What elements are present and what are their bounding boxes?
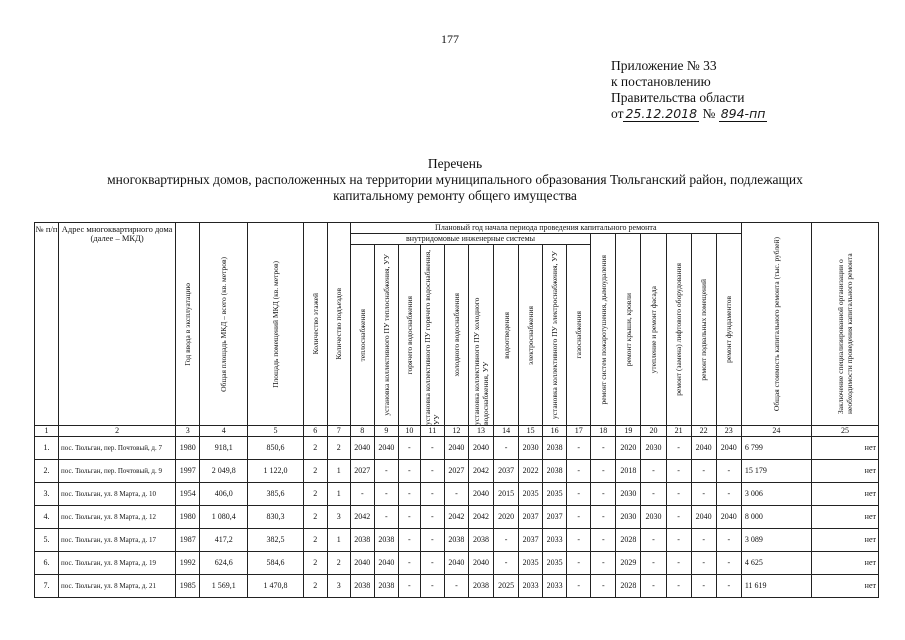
table-cell: 2040 — [716, 506, 741, 529]
column-number-row — [35, 426, 879, 437]
table-cell: 2038 — [374, 529, 398, 552]
table-cell: 1997 — [176, 460, 200, 483]
column-number: 12 — [444, 426, 468, 437]
header-premises-area: Площадь помещений МКД (кв. метров) — [248, 223, 303, 426]
table-cell: 1980 — [176, 506, 200, 529]
table-cell: - — [567, 529, 591, 552]
table-cell: 2 — [303, 460, 327, 483]
column-number: 3 — [176, 426, 200, 437]
header-facade: утепление и ремонт фасада — [641, 234, 666, 426]
table-cell: 2 — [327, 552, 350, 575]
table-cell: - — [398, 529, 420, 552]
table-cell: 850,6 — [248, 437, 303, 460]
table-cell: 2 — [303, 529, 327, 552]
column-number: 19 — [616, 426, 641, 437]
table-cell: 5. — [35, 529, 59, 552]
column-number: 6 — [303, 426, 327, 437]
header-heat-meter: установка коллективного ПУ теплоснабжения, УУ — [374, 245, 398, 426]
table-cell: - — [591, 506, 616, 529]
table-cell: 7. — [35, 575, 59, 598]
table-cell: - — [398, 483, 420, 506]
table-cell: 6 799 — [741, 437, 811, 460]
table-cell: - — [691, 552, 716, 575]
handwritten-date: 25.12.2018 — [625, 106, 698, 121]
table-row — [35, 529, 879, 552]
header-gas: газоснабжения — [567, 245, 591, 426]
header-electricity: электроснабжения — [519, 245, 543, 426]
table-cell: 1985 — [176, 575, 200, 598]
table-cell: 1 — [327, 460, 350, 483]
address-cell: пос. Тюльган, пер. Почтовый, д. 7 — [59, 437, 176, 460]
column-number: 1 — [35, 426, 59, 437]
table-cell: 1 080,4 — [200, 506, 248, 529]
table-row — [35, 437, 879, 460]
number-prefix: № — [702, 106, 716, 121]
table-cell: - — [420, 460, 444, 483]
table-cell: - — [398, 552, 420, 575]
table-cell: 2035 — [543, 483, 567, 506]
table-cell: нет — [811, 552, 878, 575]
table-cell: - — [666, 506, 691, 529]
table-cell: 2040 — [350, 552, 374, 575]
table-cell: - — [420, 437, 444, 460]
table-cell: 584,6 — [248, 552, 303, 575]
header-heat-supply: теплоснабжения — [350, 245, 374, 426]
table-cell: - — [444, 575, 468, 598]
table-cell: - — [567, 437, 591, 460]
column-number: 22 — [691, 426, 716, 437]
header-elevator: ремонт (замена) лифтового оборудования — [666, 234, 691, 426]
table-cell: - — [716, 529, 741, 552]
table-cell: 4. — [35, 506, 59, 529]
table-cell: 385,6 — [248, 483, 303, 506]
table-cell: 2040 — [374, 437, 398, 460]
appendix-line2: к постановлению — [611, 74, 711, 89]
address-cell: пос. Тюльган, ул. 8 Марта, д. 17 — [59, 529, 176, 552]
table-cell: 1. — [35, 437, 59, 460]
table-cell: 2 — [303, 506, 327, 529]
table-cell: - — [716, 575, 741, 598]
table-cell: 2038 — [543, 437, 567, 460]
table-cell: - — [716, 460, 741, 483]
table-cell: - — [666, 483, 691, 506]
table-cell: - — [398, 506, 420, 529]
title-line2: многоквартирных домов, расположенных на территории муниципального образования Тюльганский район, подлежащих — [107, 172, 803, 187]
table-cell: 2040 — [691, 437, 716, 460]
table-cell: 2040 — [444, 437, 468, 460]
table-cell: 2030 — [641, 506, 666, 529]
table-cell: 2040 — [716, 437, 741, 460]
table-cell: 2033 — [543, 575, 567, 598]
table-cell: 2 — [327, 437, 350, 460]
column-number: 8 — [350, 426, 374, 437]
title-line3: капитальному ремонту общего имущества — [333, 188, 577, 203]
table-row — [35, 552, 879, 575]
table-cell: - — [420, 483, 444, 506]
table-row — [35, 575, 879, 598]
column-number: 2 — [59, 426, 176, 437]
table-cell: 2033 — [543, 529, 567, 552]
table-cell: - — [716, 483, 741, 506]
table-cell: 2040 — [468, 552, 493, 575]
table-cell: 2038 — [468, 529, 493, 552]
table-cell: 918,1 — [200, 437, 248, 460]
column-number: 17 — [567, 426, 591, 437]
header-foundation: ремонт фундаментов — [716, 234, 741, 426]
table-cell: 2030 — [616, 506, 641, 529]
table-cell: нет — [811, 529, 878, 552]
column-number: 7 — [327, 426, 350, 437]
table-cell: 2037 — [519, 506, 543, 529]
table-cell: 2030 — [616, 483, 641, 506]
column-number: 25 — [811, 426, 878, 437]
table-cell: 382,5 — [248, 529, 303, 552]
table-row — [35, 483, 879, 506]
table-cell: - — [567, 552, 591, 575]
header-cold-water-meter: установка коллективного ПУ холодного водоснабжения, УУ — [468, 245, 493, 426]
table-cell: 11 619 — [741, 575, 811, 598]
table-cell: нет — [811, 437, 878, 460]
table-cell: - — [666, 460, 691, 483]
column-number: 13 — [468, 426, 493, 437]
table-body — [35, 437, 879, 598]
address-cell: пос. Тюльган, пер. Почтовый, д. 9 — [59, 460, 176, 483]
table-cell: 2027 — [350, 460, 374, 483]
table-cell: 2037 — [494, 460, 519, 483]
header-year: Год ввода в эксплуатацию — [176, 223, 200, 426]
table-cell: - — [591, 437, 616, 460]
address-cell: пос. Тюльган, ул. 8 Марта, д. 19 — [59, 552, 176, 575]
table-cell: 3 006 — [741, 483, 811, 506]
table-cell: 2038 — [468, 575, 493, 598]
table-cell: нет — [811, 506, 878, 529]
table-cell: 8 000 — [741, 506, 811, 529]
header-cold-water: холодного водоснабжения — [444, 245, 468, 426]
header-cost: Общая стоимость капитального ремонта (тыс. рублей) — [741, 223, 811, 426]
table-cell: - — [666, 437, 691, 460]
table-cell: - — [350, 483, 374, 506]
table-cell: 3 — [327, 575, 350, 598]
header-fire-systems: ремонт систем пожаротушения, дымоудаления — [591, 234, 616, 426]
header-entrances: Количество подъездов — [327, 223, 350, 426]
table-cell: - — [494, 529, 519, 552]
address-cell: пос. Тюльган, ул. 8 Марта, д. 21 — [59, 575, 176, 598]
column-number: 16 — [543, 426, 567, 437]
table-cell: - — [641, 483, 666, 506]
table-cell: - — [691, 483, 716, 506]
header-num: № п/п — [35, 223, 59, 426]
table-row — [35, 460, 879, 483]
table-cell: 624,6 — [200, 552, 248, 575]
table-cell: 3 089 — [741, 529, 811, 552]
table-cell: 3. — [35, 483, 59, 506]
table-cell: 2030 — [641, 437, 666, 460]
table-cell: - — [666, 575, 691, 598]
table-cell: 2030 — [519, 437, 543, 460]
table-cell: 2028 — [616, 575, 641, 598]
table-cell: 3 — [327, 506, 350, 529]
address-cell: пос. Тюльган, ул. 8 Марта, д. 10 — [59, 483, 176, 506]
table-cell: 2033 — [519, 575, 543, 598]
table-cell: 1992 — [176, 552, 200, 575]
table-cell: 2042 — [350, 506, 374, 529]
table-cell: 2042 — [444, 506, 468, 529]
table-cell: 1 122,0 — [248, 460, 303, 483]
table-cell: - — [494, 552, 519, 575]
table-cell: 2 — [303, 552, 327, 575]
table-cell: 2037 — [543, 506, 567, 529]
table-cell: - — [641, 460, 666, 483]
table-cell: - — [398, 575, 420, 598]
table-cell: - — [591, 552, 616, 575]
table-cell: 2. — [35, 460, 59, 483]
table-cell: 2042 — [468, 460, 493, 483]
column-number: 11 — [420, 426, 444, 437]
table-cell: - — [567, 460, 591, 483]
table-cell: - — [567, 575, 591, 598]
table-cell: 1 — [327, 529, 350, 552]
table-cell: 417,2 — [200, 529, 248, 552]
table-cell: нет — [811, 575, 878, 598]
header-address: Адрес многоквартирного дома (далее – МКД) — [59, 223, 176, 426]
table-cell: нет — [811, 460, 878, 483]
table-cell: - — [398, 437, 420, 460]
title-line1: Перечень — [427, 156, 483, 171]
table-cell: 2042 — [468, 506, 493, 529]
column-number: 18 — [591, 426, 616, 437]
table-cell: - — [716, 552, 741, 575]
table-cell: - — [374, 460, 398, 483]
header-hot-water: горячего водоснабжения — [398, 245, 420, 426]
table-cell: - — [444, 483, 468, 506]
table-cell: 2040 — [691, 506, 716, 529]
table-cell: 2035 — [543, 552, 567, 575]
column-number: 21 — [666, 426, 691, 437]
header-conclusion: Заключение специализированной организации о необходимости проведения капитального ремонта — [811, 223, 878, 426]
table-cell: 2040 — [468, 437, 493, 460]
table-cell: 2037 — [519, 529, 543, 552]
appendix-line1: Приложение № 33 — [611, 58, 717, 73]
column-number: 23 — [716, 426, 741, 437]
table-cell: - — [691, 575, 716, 598]
table-cell: 2 — [303, 437, 327, 460]
table-cell: - — [591, 529, 616, 552]
table-cell: - — [567, 506, 591, 529]
header-planned-year: Плановый год начала периода проведения капитального ремонта — [350, 223, 741, 234]
table-cell: - — [420, 506, 444, 529]
column-number: 15 — [519, 426, 543, 437]
table-cell: 1954 — [176, 483, 200, 506]
table-cell: 2029 — [616, 552, 641, 575]
table-cell: 830,3 — [248, 506, 303, 529]
table-cell: - — [691, 460, 716, 483]
table-cell: - — [398, 460, 420, 483]
table-cell: 2020 — [616, 437, 641, 460]
table-cell: - — [420, 529, 444, 552]
table-cell: - — [420, 552, 444, 575]
column-number: 5 — [248, 426, 303, 437]
table-cell: 2035 — [519, 552, 543, 575]
date-prefix: от — [611, 106, 624, 121]
table-cell: 4 625 — [741, 552, 811, 575]
table-cell: - — [591, 575, 616, 598]
table-cell: - — [494, 437, 519, 460]
table-cell: 2038 — [350, 575, 374, 598]
table-cell: нет — [811, 483, 878, 506]
page-number: 177 — [441, 32, 459, 46]
header-engineering-systems: внутридомовые инженерные системы — [350, 234, 590, 245]
table-cell: 2027 — [444, 460, 468, 483]
table-cell: - — [567, 483, 591, 506]
header-floors: Количество этажей — [303, 223, 327, 426]
table-cell: 1 470,8 — [248, 575, 303, 598]
table-cell: 406,0 — [200, 483, 248, 506]
column-number: 4 — [200, 426, 248, 437]
column-number: 20 — [641, 426, 666, 437]
table-cell: 2038 — [350, 529, 374, 552]
table-cell: 2035 — [519, 483, 543, 506]
table-cell: - — [591, 483, 616, 506]
table-cell: 1980 — [176, 437, 200, 460]
table-cell: 2028 — [616, 529, 641, 552]
table-cell: 2 — [303, 483, 327, 506]
table-cell: 2018 — [616, 460, 641, 483]
table-cell: - — [374, 483, 398, 506]
table-cell: 2040 — [350, 437, 374, 460]
appendix-block — [611, 58, 767, 122]
column-number: 9 — [374, 426, 398, 437]
column-number: 24 — [741, 426, 811, 437]
header-sewage: водоотведения — [494, 245, 519, 426]
address-cell: пос. Тюльган, ул. 8 Марта, д. 12 — [59, 506, 176, 529]
column-number: 14 — [494, 426, 519, 437]
table-cell: - — [591, 460, 616, 483]
table-cell: 2020 — [494, 506, 519, 529]
header-basement: ремонт подвальных помещений — [691, 234, 716, 426]
table-cell: 15 179 — [741, 460, 811, 483]
table-cell: - — [691, 529, 716, 552]
table-cell: 1987 — [176, 529, 200, 552]
table-cell: - — [666, 529, 691, 552]
table-cell: - — [641, 529, 666, 552]
document-title — [30, 156, 880, 204]
handwritten-number: 894-пп — [720, 106, 766, 121]
appendix-line3: Правительства области — [611, 90, 745, 105]
table-cell: - — [641, 552, 666, 575]
table-cell: - — [641, 575, 666, 598]
table-cell: 2038 — [374, 575, 398, 598]
table-cell: 2025 — [494, 575, 519, 598]
column-number: 10 — [398, 426, 420, 437]
table-cell: - — [374, 506, 398, 529]
table-cell: 2022 — [519, 460, 543, 483]
table-cell: 2 049,8 — [200, 460, 248, 483]
table-cell: 1 569,1 — [200, 575, 248, 598]
table-row — [35, 506, 879, 529]
table-cell: - — [666, 552, 691, 575]
table-cell: 2040 — [468, 483, 493, 506]
table-cell: 2038 — [444, 529, 468, 552]
table-cell: 2 — [303, 575, 327, 598]
table-cell: 6. — [35, 552, 59, 575]
table-cell: - — [420, 575, 444, 598]
header-hot-water-meter: установка коллективного ПУ горячего водоснабжения, УУ — [420, 245, 444, 426]
header-total-area: Общая площадь МКД – всего (кв. метров) — [200, 223, 248, 426]
header-electricity-meter: установка коллективного ПУ электроснабжения, УУ — [543, 245, 567, 426]
table-cell: 2038 — [543, 460, 567, 483]
houses-table — [34, 222, 879, 598]
header-roof: ремонт крыши, кровли — [616, 234, 641, 426]
table-cell: 2040 — [374, 552, 398, 575]
table-cell: 2015 — [494, 483, 519, 506]
table-cell: 2040 — [444, 552, 468, 575]
table-cell: 1 — [327, 483, 350, 506]
appendix-date-line — [611, 106, 767, 122]
